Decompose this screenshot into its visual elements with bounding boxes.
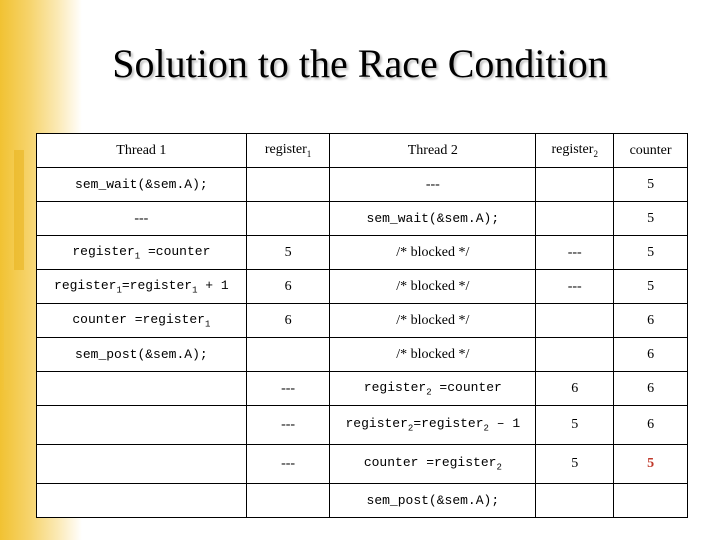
decorative-mark: [14, 150, 24, 270]
register1-cell: [246, 484, 330, 518]
register2-cell: ---: [536, 270, 614, 304]
counter-cell: 6: [614, 372, 688, 406]
thread2-cell: ---: [330, 168, 536, 202]
counter-cell: 5: [614, 168, 688, 202]
register1-cell: [246, 168, 330, 202]
register1-cell: [246, 202, 330, 236]
counter-cell: 5: [614, 270, 688, 304]
thread2-cell: /* blocked */: [330, 236, 536, 270]
register1-cell: ---: [246, 372, 330, 406]
table-row: [37, 406, 688, 445]
header-row: [37, 134, 688, 168]
thread1-cell: sem_post(&sem.A);: [37, 338, 247, 372]
counter-cell: 6: [614, 406, 688, 445]
counter-cell: 6: [614, 338, 688, 372]
header-thread2: Thread 2: [330, 134, 536, 168]
register2-cell: 6: [536, 372, 614, 406]
register2-cell: [536, 484, 614, 518]
thread1-cell: [37, 372, 247, 406]
thread2-cell: register$_2$=register$_2$ – 1: [330, 406, 536, 445]
thread1-cell: counter =register$_1$: [37, 304, 247, 338]
thread2-cell: /* blocked */: [330, 304, 536, 338]
thread1-cell: register$_1$ =counter: [37, 236, 247, 270]
thread2-cell: /* blocked */: [330, 270, 536, 304]
table-row: [37, 338, 688, 372]
counter-cell: 5: [614, 236, 688, 270]
counter-cell-highlighted: 5: [614, 445, 688, 484]
register1-cell: [246, 338, 330, 372]
thread2-cell: register$_2$ =counter: [330, 372, 536, 406]
counter-cell: [614, 484, 688, 518]
register2-cell: [536, 202, 614, 236]
header-thread1: Thread 1: [37, 134, 247, 168]
table-row: [37, 202, 688, 236]
register2-cell: ---: [536, 236, 614, 270]
table-row: [37, 372, 688, 406]
header-register2: register$_2$: [536, 134, 614, 168]
thread2-cell: /* blocked */: [330, 338, 536, 372]
thread2-cell: sem_post(&sem.A);: [330, 484, 536, 518]
slide-title: Solution to the Race Condition: [112, 41, 608, 86]
table-row: [37, 304, 688, 338]
table-row: [37, 445, 688, 484]
thread2-cell: counter =register$_2$: [330, 445, 536, 484]
register2-cell: [536, 304, 614, 338]
register1-cell: ---: [246, 406, 330, 445]
counter-cell: 6: [614, 304, 688, 338]
thread2-cell: sem_wait(&sem.A);: [330, 202, 536, 236]
header-counter: counter: [614, 134, 688, 168]
thread1-cell: [37, 406, 247, 445]
header-register1: register$_1$: [246, 134, 330, 168]
table-row: [37, 236, 688, 270]
execution-trace-table: [36, 133, 688, 518]
counter-cell: 5: [614, 202, 688, 236]
register1-cell: 5: [246, 236, 330, 270]
register1-cell: ---: [246, 445, 330, 484]
register2-cell: [536, 338, 614, 372]
register2-cell: 5: [536, 406, 614, 445]
thread1-cell: ---: [37, 202, 247, 236]
register1-cell: 6: [246, 304, 330, 338]
decorative-mark: [4, 300, 10, 390]
table-row: [37, 168, 688, 202]
register1-cell: 6: [246, 270, 330, 304]
thread1-cell: [37, 445, 247, 484]
register2-cell: [536, 168, 614, 202]
table-row: [37, 270, 688, 304]
table-row: [37, 484, 688, 518]
thread1-cell: [37, 484, 247, 518]
thread1-cell: register$_1$=register$_1$ + 1: [37, 270, 247, 304]
thread1-cell: sem_wait(&sem.A);: [37, 168, 247, 202]
register2-cell: 5: [536, 445, 614, 484]
